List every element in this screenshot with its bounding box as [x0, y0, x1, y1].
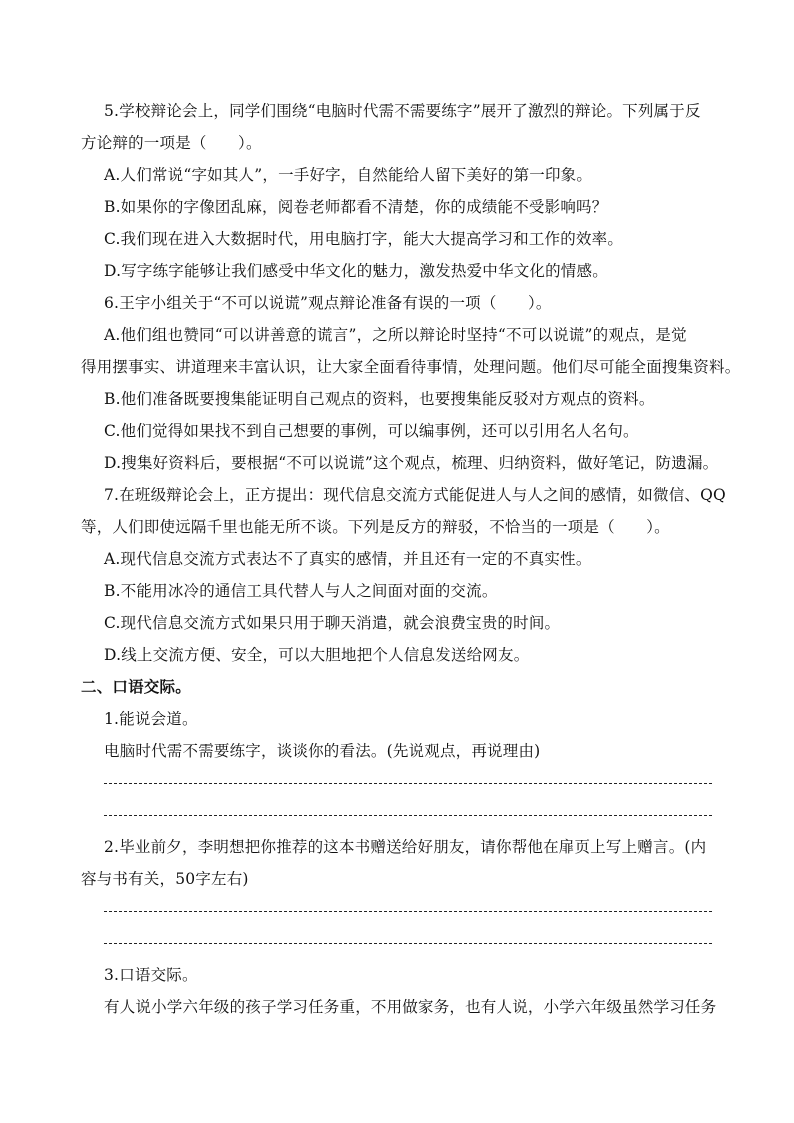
question-7-prompt-line-2: 等，人们即使远隔千里也能无所不谈。下列是反方的辩驳，不恰当的一项是（ ）。 — [81, 518, 670, 536]
item-1-title: 1.能说会道。 — [104, 710, 198, 728]
question-7-option-b: B.不能用冰冷的通信工具代替人与人之间面对面的交流。 — [104, 582, 498, 600]
question-6-option-b: B.他们准备既要搜集能证明自己观点的资料，也要搜集能反驳对方观点的资料。 — [104, 390, 655, 408]
question-7-option-a: A.现代信息交流方式表达不了真实的感情，并且还有一定的不真实性。 — [104, 550, 592, 568]
question-5-option-d: D.写字练字能够让我们感受中华文化的魅力，激发热爱中华文化的情感。 — [104, 262, 608, 280]
answer-line[interactable] — [104, 815, 712, 816]
question-6-option-d: D.搜集好资料后，要根据“不可以说谎”这个观点，梳理、归纳资料，做好笔记，防遗漏。 — [104, 454, 719, 472]
question-7-option-c: C.现代信息交流方式如果只用于聊天消遣，就会浪费宝贵的时间。 — [104, 614, 561, 632]
item-1-prompt: 电脑时代需不需要练字，谈谈你的看法。(先说观点，再说理由) — [104, 742, 541, 760]
question-5-option-a: A.人们常说“字如其人”，一手好字，自然能给人留下美好的第一印象。 — [104, 166, 593, 184]
item-2-prompt-line-1: 2.毕业前夕，李明想把你推荐的这本书赠送给好朋友，请你帮他在扉页上写上赠言。(内 — [104, 838, 707, 856]
answer-line[interactable] — [104, 911, 712, 912]
question-7-option-d: D.线上交流方便、安全，可以大胆地把个人信息发送给网友。 — [104, 646, 530, 664]
question-6-option-a-line-2: 得用摆事实、讲道理来丰富认识，让大家全面看待事情，处理问题。他们尽可能全面搜集资料。 — [81, 358, 741, 376]
question-6-prompt: 6.王宇小组关于“不可以说谎”观点辩论准备有误的一项（ ）。 — [104, 294, 552, 312]
question-6-option-c: C.他们觉得如果找不到自己想要的事例，可以编事例，还可以引用名人名句。 — [104, 422, 639, 440]
question-7-prompt-line-1: 7.在班级辩论会上，正方提出：现代信息交流方式能促进人与人之间的感情，如微信、QQ — [104, 486, 726, 504]
question-5-prompt-line-2: 方论辩的一项是（ ）。 — [81, 134, 262, 152]
answer-line[interactable] — [104, 783, 712, 784]
item-3-text: 有人说小学六年级的孩子学习任务重，不用做家务，也有人说，小学六年级虽然学习任务 — [104, 998, 717, 1016]
section-2-heading: 二、口语交际。 — [81, 678, 191, 696]
question-5-prompt-line-1: 5.学校辩论会上，同学们围绕“电脑时代需不需要练字”展开了激烈的辩论。下列属于反 — [104, 102, 701, 120]
item-3-title: 3.口语交际。 — [104, 966, 198, 984]
answer-line[interactable] — [104, 943, 712, 944]
question-6-option-a-line-1: A.他们组也赞同“可以讲善意的谎言”，之所以辩论时坚持“不可以说谎”的观点，是觉 — [104, 326, 687, 344]
question-5-option-c: C.我们现在进入大数据时代，用电脑打字，能大大提高学习和工作的效率。 — [104, 230, 624, 248]
item-2-prompt-line-2: 容与书有关，50字左右) — [81, 870, 249, 888]
question-5-option-b: B.如果你的字像团乱麻，阅卷老师都看不清楚，你的成绩能不受影响吗？ — [104, 198, 608, 216]
